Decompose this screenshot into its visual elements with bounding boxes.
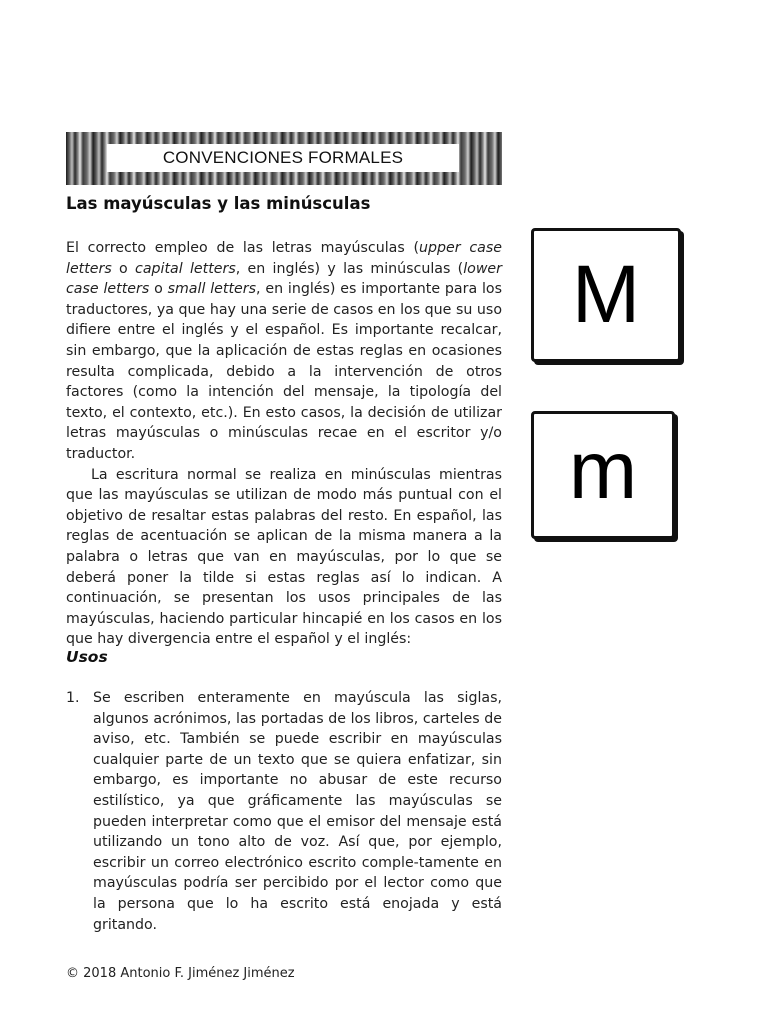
list-item — [66, 688, 502, 935]
paragraph-usage: La escritura normal se realiza en minúsculas mientras que las mayúsculas se utilizan de modo más puntual con el objetivo de resaltar estas palabras del resto. En español, las reglas de acentuación se aplican de la misma manera a la palabra o letras que van en mayúsculas, por lo que se deberá poner la tilde si estas reglas así lo indican. A continuación, se presentan los usos principales de las mayúsculas, haciendo particular hincapié en los casos en los que hay divergencia entre el español y el inglés: — [66, 466, 502, 648]
subheading-usos: Usos — [66, 648, 108, 666]
section-heading: Las mayúsculas y las minúsculas — [66, 194, 371, 213]
copyright-footer: © 2018 Antonio F. Jiménez Jiménez — [66, 966, 295, 981]
term-small: small letters — [167, 281, 256, 298]
paragraph-intro: El correcto empleo de las letras mayúsculas (upper case letters o capital letters, en inglés) y las minúsculas (lower case letters o small letters, en inglés) es importante para los traductores, ya que hay una serie de casos en los que su uso difiere entre el inglés y el español. Es importante recalcar, sin embargo, que la aplicación de estas reglas en ocasiones resulta complicada, debido a la intervención de otros factores (como la intención del mensaje, la tipología del texto, el contexto, etc.). En esto casos, la decisión de utilizar letras mayúsculas o minúsculas recae en el escritor y/o traductor. — [66, 240, 502, 462]
lowercase-letter-box: m — [531, 411, 675, 539]
term-lower-case: lower case letters — [66, 260, 502, 298]
body-text — [66, 238, 502, 650]
usage-list — [66, 688, 502, 935]
list-item-number: 1. — [66, 690, 80, 706]
uppercase-letter-box: M — [531, 228, 681, 362]
list-item-text: Se escriben enteramente en mayúscula las siglas, algunos acrónimos, las portadas de los libros, carteles de aviso, etc. También se puede escribir en mayúsculas cualquier parte de un texto que se quiera enfatizar, sin embargo, es importante no abusar de este recurso estilístico, ya que gráficamente las mayúsculas se pueden interpretar como que el emisor del mensaje está utilizando un tono alto de voz. Así que, por ejemplo, escribir un correo electrónico escrito comple-tamente en mayúsculas podría ser percibido por el lector como que la persona que lo ha escrito está enojada y está gritando. — [93, 690, 502, 933]
section-banner — [66, 132, 502, 185]
banner-title: CONVENCIONES FORMALES — [107, 144, 459, 172]
term-upper-case: upper case letters — [66, 240, 502, 277]
term-capital: capital letters — [135, 260, 236, 277]
